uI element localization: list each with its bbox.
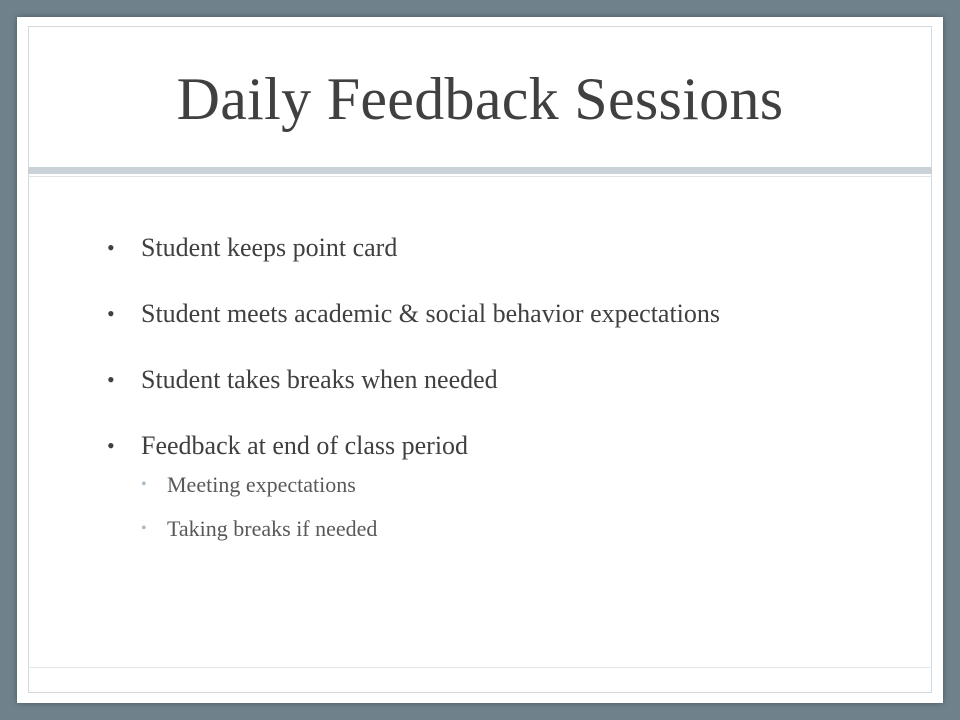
sub-bullet-item xyxy=(141,471,865,499)
bullet-marker: • xyxy=(107,367,115,392)
slide-title: Daily Feedback Sessions xyxy=(176,65,784,132)
sub-bullet-list xyxy=(141,471,865,543)
slide xyxy=(17,17,943,703)
sub-bullet-marker: • xyxy=(141,520,147,537)
bullet-text: Student takes breaks when needed xyxy=(141,365,498,394)
bullet-text: Student keeps point card xyxy=(141,233,398,262)
sub-bullet-text: Meeting expectations xyxy=(167,472,356,497)
title-divider-line xyxy=(28,176,932,177)
bullet-item xyxy=(105,429,865,543)
bullet-item xyxy=(105,231,865,265)
bullet-marker: • xyxy=(107,235,115,260)
footer-divider xyxy=(28,667,932,668)
bullet-list xyxy=(105,231,865,543)
bullet-text: Feedback at end of class period xyxy=(141,431,469,460)
bullet-marker: • xyxy=(107,301,115,326)
bullet-item xyxy=(105,297,865,331)
sub-bullet-item xyxy=(141,515,865,543)
sub-bullet-marker: • xyxy=(141,476,147,493)
bullet-text: Student meets academic & social behavior expectations xyxy=(141,299,721,328)
title-divider xyxy=(28,167,932,174)
bullet-item xyxy=(105,363,865,397)
title-area xyxy=(17,17,943,169)
bullet-marker: • xyxy=(107,433,115,458)
slide-body xyxy=(105,231,865,559)
sub-bullet-text: Taking breaks if needed xyxy=(167,516,378,541)
